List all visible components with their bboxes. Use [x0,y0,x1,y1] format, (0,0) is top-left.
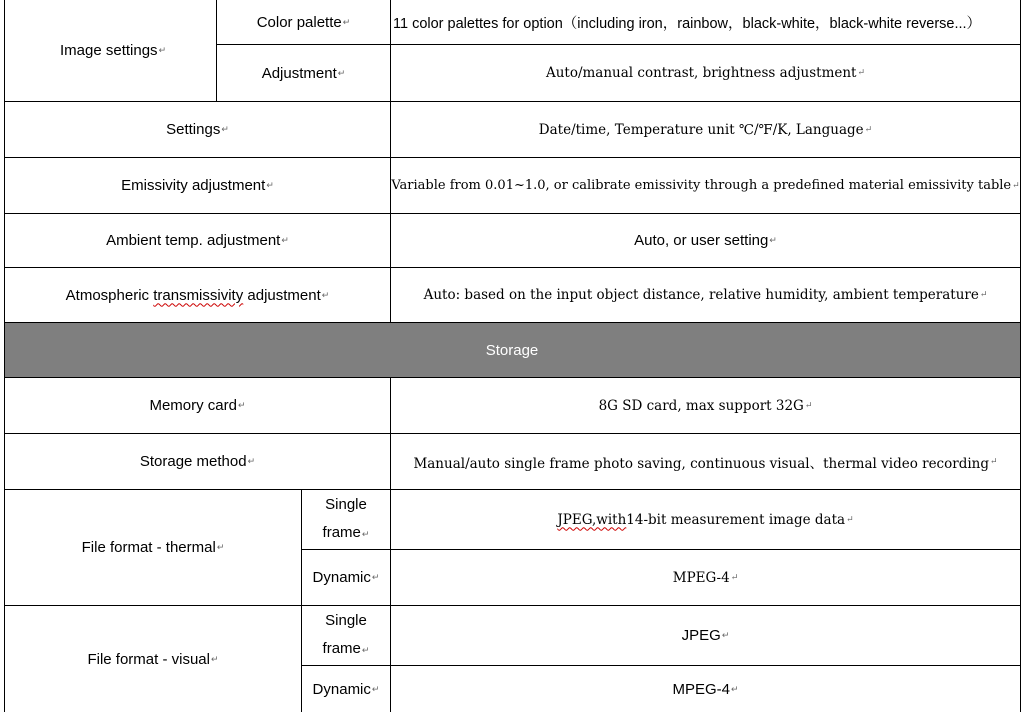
settings-label: Settings ↵ [166,121,229,138]
visual-single-frame-label: Single frame↵ [322,612,370,657]
image-settings-label: Image settings ↵ [60,42,167,59]
file-format-visual-label: File format - visual ↵ [87,650,219,668]
storage-method-label: Storage method ↵ [139,453,256,470]
visual-single-frame-value: JPEG ↵ [681,627,730,644]
memory-card-label: Memory card ↵ [149,397,246,414]
visual-dynamic-value: MPEG-4 ↵ [672,680,739,698]
thermal-dynamic-value: MPEG-4 ↵ [672,569,739,586]
settings-value: Date/time, Temperature unit ℃/℉/K, Language ↵ [538,121,873,138]
file-format-thermal-label: File format - thermal ↵ [81,539,225,556]
atmospheric-value: Auto: based on the input object distance, relative humidity, ambient temperature ↵ [423,287,988,303]
thermal-single-frame-value: JPEG,with 14-bit measurement image data ↵ [557,511,854,528]
color-palette-value: 11 color palettes for option（including iron，rainbow，black-white，black-white reverse...） [393,15,982,32]
visual-dynamic-label: Dynamic ↵ [312,680,380,698]
ambient-temp-label: Ambient temp. adjustment ↵ [106,232,289,249]
atmospheric-label: Atmospheric transmissivity adjustment ↵ [65,286,330,304]
thermal-dynamic-label: Dynamic ↵ [312,569,380,586]
emissivity-label: Emissivity adjustment ↵ [121,177,274,194]
color-palette-label: Color palette ↵ [256,13,351,31]
thermal-single-frame-label: Single frame↵ [322,496,370,541]
storage-method-value: Manual/auto single frame photo saving, continuous visual、thermal video recording ↵ [413,455,998,472]
ambient-temp-value: Auto, or user setting ↵ [634,232,777,249]
adjustment-value: Auto/manual contrast, brightness adjustment ↵ [545,65,866,81]
memory-card-value: 8G SD card, max support 32G ↵ [598,397,813,414]
storage-header-text: Storage [485,341,539,359]
emissivity-value: Variable from 0.01~1.0, or calibrate emissivity through a predefined material emissivity table ↵ [391,178,1020,193]
adjustment-label: Adjustment ↵ [261,64,346,82]
